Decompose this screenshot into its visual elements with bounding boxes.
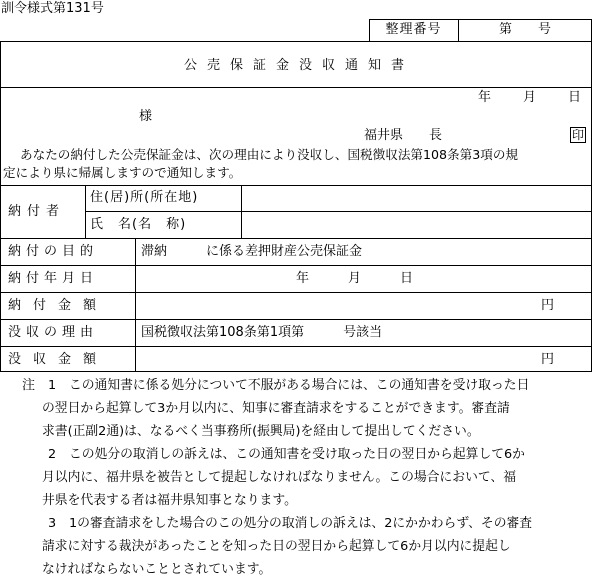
address-name-divider [85,211,592,212]
note-1-line-2: の翌日から起算して3か月以内に、知事に審査請求をすることができます。審査請 [42,401,510,416]
amount-label: 納付金額 [8,298,109,313]
purpose-value: 滞納 に係る差押財産公売保証金 [141,244,363,259]
amount-unit: 円 [541,298,555,313]
addressee-suffix: 様 [139,109,153,124]
forfeit-amount-label: 没収金額 [8,352,109,367]
issue-date: 年 月 日 [478,90,584,105]
note-3-line-3: なければならないこととされています。 [42,562,272,577]
payment-date-label: 納付年月日 [8,271,99,286]
note-3-line-2: 請求に対する裁決があったことを知った日の翌日から起算して6か月以内に提起し [42,539,511,554]
row-line-5 [0,346,592,347]
payer-value-divider [241,185,242,238]
forfeit-amount-unit: 円 [541,352,555,367]
sender-name: 福井県 長 [364,128,443,143]
note-3-line-1: 3 1の審査請求をした場合のこの処分の取消しの訴えは、2にかかわらず、その審査 [48,516,533,531]
payer-label: 納付者 [8,204,66,219]
body-line-1: あなたの納付した公売保証金は、次の理由により没収し、国税徴収法第108条第3項の規 [20,147,519,162]
body-line-2: 定により県に帰属しますので通知します。 [3,165,242,180]
row-line-3 [0,292,592,293]
payment-date-value: 年 月 日 [296,271,414,286]
note-1-line-3: 求書(正副2通)は、なるべく当事務所(振興局)を経由して提出してください。 [42,424,480,439]
note-2-line-2: 月以内に、福井県を被告として提起しなければなりません。この場合において、福 [42,470,516,485]
reference-label: 整理番号 [385,22,442,37]
payer-divider [85,185,86,238]
notes-prefix: 注 [22,378,36,393]
row-line-4 [0,319,592,320]
reference-number-label: 第 号 [498,22,551,37]
name-label: 氏 名(名 称) [90,217,187,232]
reason-value: 国税徴収法第108条第1項第 号該当 [141,325,383,340]
row-line-2 [0,265,592,266]
label-column-divider [135,238,136,372]
note-1-line-1: 1 この通知書に係る処分について不服がある場合には、この通知書を受け取った日 [48,378,530,393]
form-title: 公売保証金没収通知書 [183,58,414,73]
table-top-line [0,185,592,186]
seal-mark: 印 [571,128,584,142]
note-2-line-3: 井県を代表する者は福井県知事となります。 [42,493,297,508]
reason-label: 没収の理由 [8,325,99,340]
address-label: 住(居)所(所在地) [90,190,199,205]
note-2-line-1: 2 この処分の取消しの訴えは、この通知書を受け取った日の翌日から起算して6か [48,447,525,462]
form-id: 訓令様式第131号 [1,1,104,16]
purpose-label: 納付の目的 [8,244,99,259]
title-divider [0,87,592,88]
row-line-1 [0,238,592,239]
